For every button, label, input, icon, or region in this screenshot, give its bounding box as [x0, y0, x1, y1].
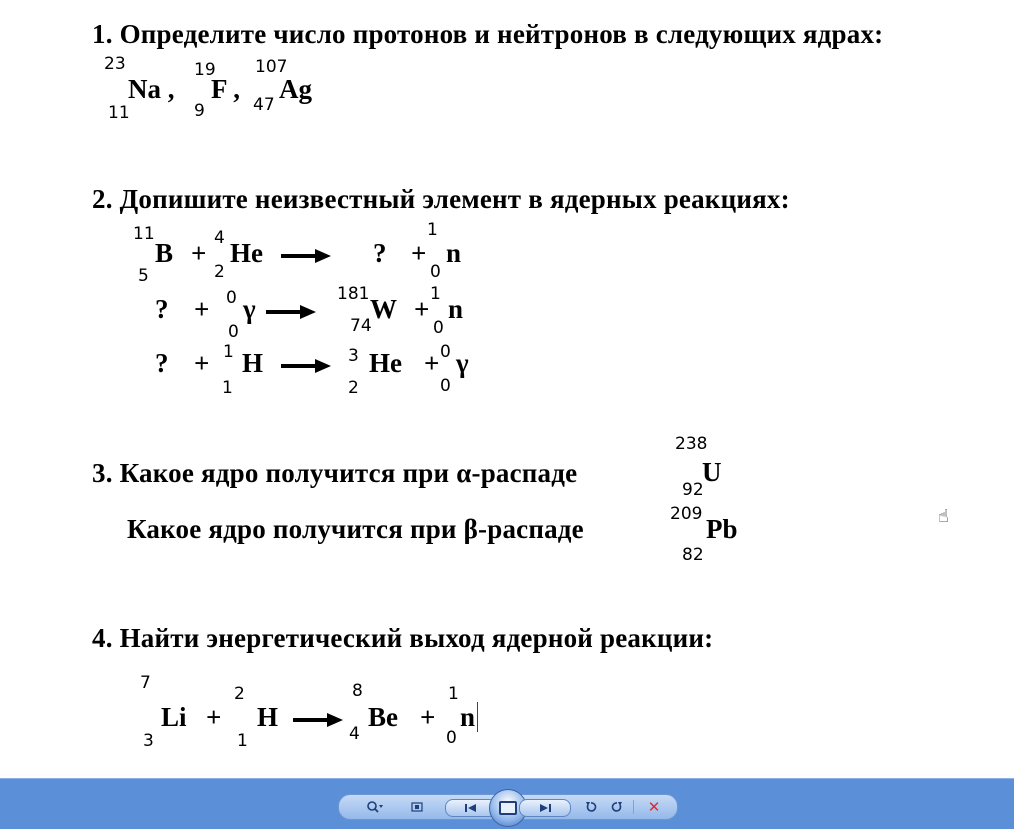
li-atomic-number: 3 [143, 731, 154, 751]
li-symbol: Li [161, 702, 187, 732]
f-mass-number: 19 [194, 60, 216, 80]
question-3-line-2: Какое ядро получится при β-распаде [127, 514, 584, 544]
rotate-ccw-icon[interactable] [581, 795, 601, 819]
n-atomic-number: 0 [433, 318, 444, 338]
n-mass-number: 1 [427, 220, 438, 240]
na-symbol: Na , [128, 74, 175, 104]
u-mass-number: 238 [675, 434, 708, 454]
slideshow-toolbar [0, 778, 1014, 829]
be-mass-number: 8 [352, 681, 363, 701]
he-atomic-number: 2 [214, 262, 225, 282]
pb-atomic-number: 82 [682, 545, 704, 565]
plus-sign: + [191, 238, 207, 268]
f-atomic-number: 9 [194, 101, 205, 121]
f-symbol: F , [211, 74, 240, 104]
gamma-symbol: γ [456, 348, 469, 378]
h-symbol: H [242, 348, 264, 378]
next-icon[interactable] [519, 799, 571, 817]
rotate-cw-icon[interactable] [607, 795, 627, 819]
li-mass-number: 7 [140, 673, 151, 693]
be-atomic-number: 4 [349, 724, 360, 744]
plus-sign: + [420, 702, 436, 732]
h-atomic-number: 1 [222, 378, 233, 398]
gamma-atomic-number: 0 [440, 376, 451, 396]
toolbar-separator [633, 800, 634, 814]
w-atomic-number: 74 [350, 316, 372, 336]
na-atomic-number: 11 [108, 103, 130, 123]
h-mass-number: 2 [234, 684, 245, 704]
toolbar-controls [338, 794, 678, 820]
n-symbol: n [446, 238, 462, 268]
gamma-symbol: γ [243, 294, 256, 324]
hand-cursor-icon: ☝ [938, 506, 949, 527]
plus-sign: + [194, 294, 210, 324]
unknown-product: ? [373, 238, 387, 268]
w-symbol: W [370, 294, 397, 324]
he-symbol: He [230, 238, 263, 268]
question-4-heading: 4. Найти энергетический выход ядерной реакции: [92, 623, 714, 653]
zoom-icon[interactable] [361, 795, 389, 819]
fit-screen-icon[interactable] [405, 795, 429, 819]
text-cursor [477, 702, 478, 732]
ag-mass-number: 107 [255, 57, 288, 77]
he-mass-number: 3 [348, 346, 359, 366]
plus-sign: + [411, 238, 427, 268]
n-mass-number: 1 [448, 684, 459, 704]
b-symbol: B [155, 238, 174, 268]
n-symbol: n [460, 702, 476, 732]
plus-sign: + [194, 348, 210, 378]
he-symbol: He [369, 348, 402, 378]
pb-symbol: Pb [706, 514, 738, 544]
pb-mass-number: 209 [670, 504, 703, 524]
n-atomic-number: 0 [430, 262, 441, 282]
he-atomic-number: 2 [348, 378, 359, 398]
reaction-arrow [281, 249, 331, 263]
gamma-mass-number: 0 [226, 288, 237, 308]
question-1-heading: 1. Определите число протонов и нейтронов в следующих ядрах: [92, 19, 884, 49]
gamma-mass-number: 0 [440, 342, 451, 362]
be-symbol: Be [368, 702, 398, 732]
unknown-reactant: ? [155, 348, 169, 378]
reaction-arrow [281, 359, 331, 373]
plus-sign: + [424, 348, 440, 378]
w-mass-number: 181 [337, 284, 370, 304]
plus-sign: + [206, 702, 222, 732]
n-symbol: n [448, 294, 464, 324]
h-symbol: H [257, 702, 279, 732]
question-3-line-1: 3. Какое ядро получится при α-распаде [92, 458, 578, 488]
ag-atomic-number: 47 [253, 95, 275, 115]
question-2-heading: 2. Допишите неизвестный элемент в ядерных реакциях: [92, 184, 790, 214]
b-mass-number: 11 [133, 224, 155, 244]
u-atomic-number: 92 [682, 480, 704, 500]
n-atomic-number: 0 [446, 728, 457, 748]
plus-sign: + [414, 294, 430, 324]
reaction-arrow [266, 305, 316, 319]
b-atomic-number: 5 [138, 266, 149, 286]
h-atomic-number: 1 [237, 731, 248, 751]
u-symbol: U [702, 457, 722, 487]
na-mass-number: 23 [104, 54, 126, 74]
h-mass-number: 1 [223, 342, 234, 362]
ag-symbol: Ag [279, 74, 312, 104]
n-mass-number: 1 [430, 284, 441, 304]
unknown-reactant: ? [155, 294, 169, 324]
reaction-arrow [293, 713, 343, 727]
close-icon[interactable]: ✕ [647, 798, 661, 816]
he-mass-number: 4 [214, 228, 225, 248]
gamma-atomic-number: 0 [228, 322, 239, 342]
